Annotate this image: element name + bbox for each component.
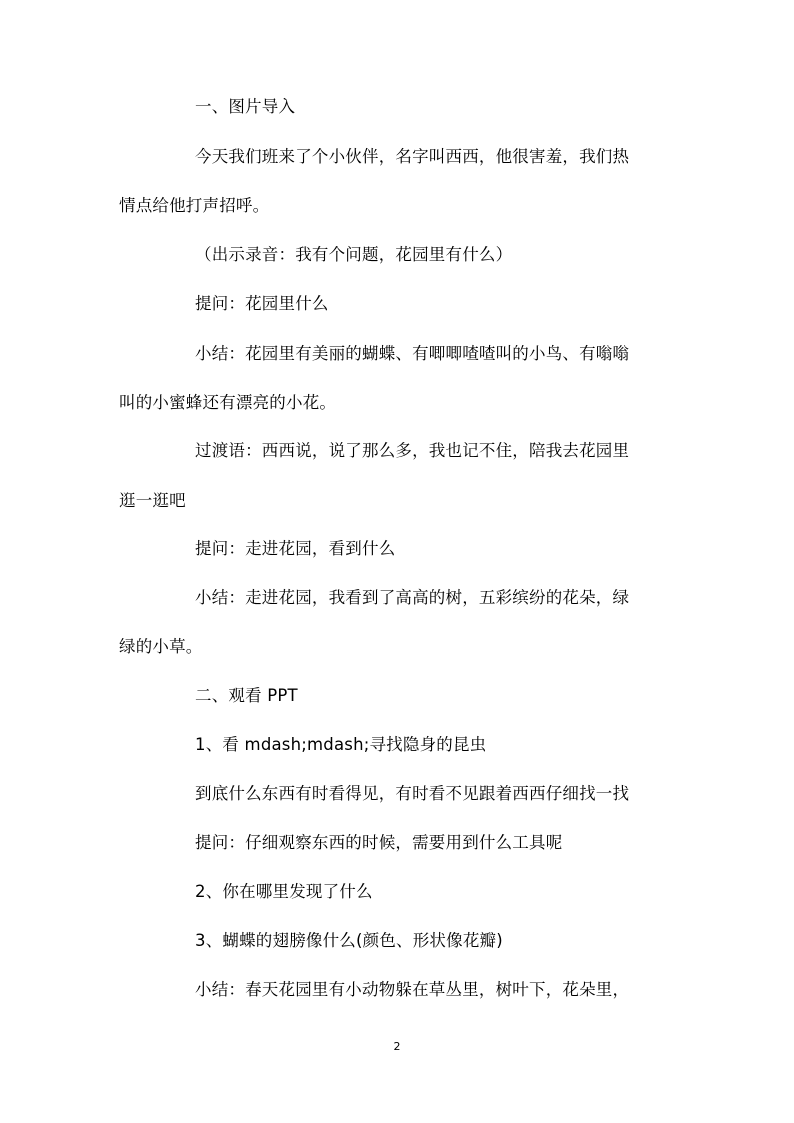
section-heading-image-intro: 一、图片导入: [195, 97, 296, 116]
paragraph-line: 逛一逛吧: [119, 491, 186, 510]
paragraph-line: 今天我们班来了个小伙伴，名字叫西西，他很害羞，我们热: [195, 147, 630, 166]
paragraph-line: 情点给他打声招呼。: [119, 196, 270, 215]
paragraph-line: 叫的小蜜蜂还有漂亮的小花。: [119, 393, 337, 412]
paragraph-line: 小结：走进花园，我看到了高高的树，五彩缤纷的花朵，绿: [195, 588, 630, 607]
page-number: 2: [393, 1040, 401, 1053]
paragraph-line: （出示录音：我有个问题，花园里有什么）: [195, 245, 513, 264]
list-item: 2、你在哪里发现了什么: [195, 882, 373, 901]
paragraph-line: 小结：花园里有美丽的蝴蝶、有唧唧喳喳叫的小鸟、有嗡嗡: [195, 344, 630, 363]
paragraph-line: 提问：走进花园，看到什么: [195, 539, 396, 558]
paragraph-line: 绿的小草。: [119, 637, 203, 656]
list-item: 3、蝴蝶的翅膀像什么(颜色、形状像花瓣): [195, 931, 503, 950]
section-heading-watch-ppt: 二、观看 PPT: [195, 686, 298, 705]
paragraph-line: 到底什么东西有时看得见，有时看不见跟着西西仔细找一找: [195, 784, 630, 803]
paragraph-line: 提问：仔细观察东西的时候，需要用到什么工具呢: [195, 833, 563, 852]
paragraph-line: 过渡语：西西说，说了那么多，我也记不住，陪我去花园里: [195, 441, 630, 460]
paragraph-line: 提问：花园里什么: [195, 294, 329, 313]
paragraph-line: 小结：春天花园里有小动物躲在草丛里，树叶下，花朵里，: [195, 980, 630, 999]
list-item: 1、看 mdash;mdash;寻找隐身的昆虫: [195, 735, 487, 754]
